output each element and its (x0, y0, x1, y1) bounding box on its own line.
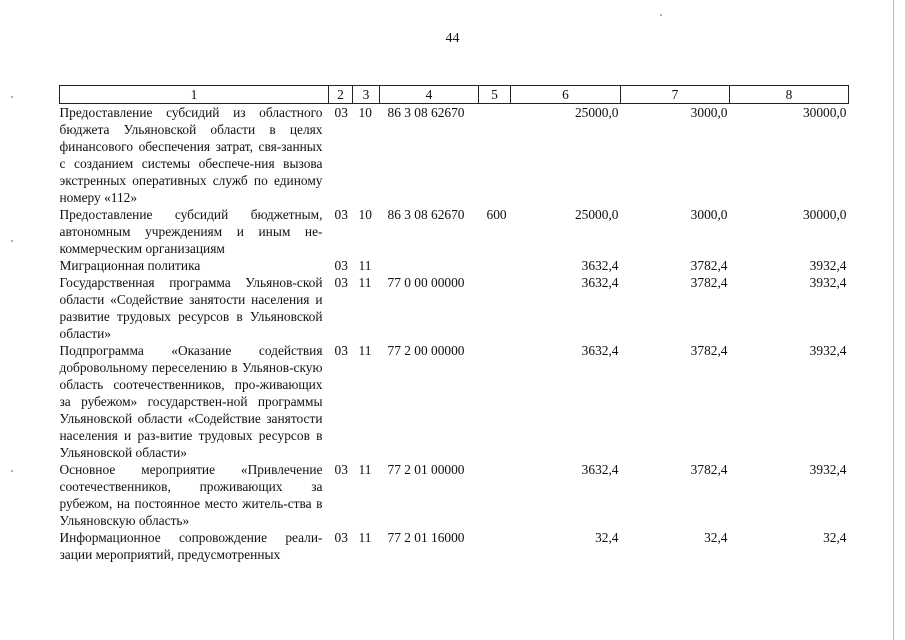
row-section-code: 03 (334, 207, 348, 222)
row-value-col7: 3000,0 (690, 105, 728, 120)
header-row (60, 86, 849, 104)
row-value-col6: 25000,0 (574, 207, 619, 222)
table-row (60, 342, 849, 461)
row-subsection-code: 11 (358, 462, 372, 477)
row-value-col7: 3000,0 (690, 207, 728, 222)
row-target-code: 77 2 00 00000 (387, 343, 465, 358)
header-cell-5: 5 (479, 86, 511, 104)
row-value-col6: 3632,4 (581, 258, 619, 273)
row-description: Основное мероприятие «Привлечение соотечественников, проживающих за рубежом, на постоянное место житель-ства в Ульяновскую область» (59, 462, 323, 528)
row-subsection-code: 10 (358, 105, 372, 120)
row-value-col6: 32,4 (595, 530, 619, 545)
table-row (60, 274, 849, 342)
scan-speck (11, 96, 13, 98)
row-target-code: 77 2 01 16000 (387, 530, 465, 545)
row-value-col7: 3782,4 (690, 258, 728, 273)
row-value-col7: 3782,4 (690, 275, 728, 290)
header-cell-6: 6 (511, 86, 621, 104)
row-value-col8: 3932,4 (809, 462, 847, 477)
row-expense-type (479, 461, 511, 529)
table-row (60, 461, 849, 529)
row-target-code: 77 0 00 00000 (387, 275, 465, 290)
row-value-col8: 3932,4 (809, 343, 847, 358)
row-description: Предоставление субсидий из областного бюджета Ульяновской области в целях финансового обеспечения затрат, свя-занных с созданием системы обеспече-ния вызова экстренных оперативных служб по единому номеру «112» (59, 105, 323, 205)
header-cell-2: 2 (329, 86, 353, 104)
row-description: Предоставление субсидий бюджетным, автономным учреждениям и иным не-коммерческим организациям (59, 207, 323, 256)
row-value-col8: 32,4 (823, 530, 847, 545)
row-target-code: 86 3 08 62670 (387, 105, 465, 120)
row-description: Информационное сопровождение реали-зации мероприятий, предусмотренных (59, 530, 323, 562)
row-value-col8: 30000,0 (802, 207, 847, 222)
row-value-col7: 3782,4 (690, 462, 728, 477)
row-subsection-code: 11 (358, 275, 372, 290)
row-value-col8: 30000,0 (802, 105, 847, 120)
row-expense-type (479, 342, 511, 461)
scan-speck (11, 240, 13, 242)
header-cell-8: 8 (730, 86, 849, 104)
budget-table (59, 85, 849, 563)
row-description: Подпрограмма «Оказание содействия добровольному переселению в Ульянов-скую область соотечественников, про-живающих за рубежом» государствен-ной программы Ульяновской области «Содействие занятости населения и раз-витие трудовых ресурсов в Ульяновской области» (59, 343, 323, 460)
table-row (60, 206, 849, 257)
row-value-col6: 3632,4 (581, 275, 619, 290)
row-expense-type (479, 257, 511, 274)
row-value-col7: 3782,4 (690, 343, 728, 358)
row-expense-type: 600 (486, 207, 507, 222)
scan-edge-line (893, 0, 894, 640)
row-expense-type (479, 274, 511, 342)
row-description: Государственная программа Ульянов-ской области «Содействие занятости населения и развитие трудовых ресурсов в Ульяновской области» (59, 275, 323, 341)
row-subsection-code: 10 (358, 207, 372, 222)
row-section-code: 03 (334, 275, 348, 290)
header-cell-4: 4 (380, 86, 479, 104)
row-subsection-code: 11 (358, 343, 372, 358)
row-expense-type (479, 104, 511, 207)
table-row (60, 257, 849, 274)
row-value-col6: 3632,4 (581, 462, 619, 477)
scan-speck (11, 470, 13, 472)
page-number: 44 (445, 31, 460, 46)
row-value-col8: 3932,4 (809, 258, 847, 273)
row-target-code: 77 2 01 00000 (387, 462, 465, 477)
row-subsection-code: 11 (358, 530, 372, 545)
row-description: Миграционная политика (59, 258, 201, 273)
row-value-col7: 32,4 (704, 530, 728, 545)
row-section-code: 03 (334, 530, 348, 545)
row-target-code (380, 257, 479, 274)
row-expense-type (479, 529, 511, 563)
row-section-code: 03 (334, 105, 348, 120)
header-cell-3: 3 (353, 86, 380, 104)
row-section-code: 03 (334, 343, 348, 358)
row-section-code: 03 (334, 258, 348, 273)
header-cell-1: 1 (60, 86, 329, 104)
header-cell-7: 7 (621, 86, 730, 104)
row-subsection-code: 11 (358, 258, 372, 273)
row-section-code: 03 (334, 462, 348, 477)
row-target-code: 86 3 08 62670 (387, 207, 465, 222)
row-value-col8: 3932,4 (809, 275, 847, 290)
row-value-col6: 3632,4 (581, 343, 619, 358)
table-row (60, 529, 849, 563)
table-row (60, 104, 849, 207)
scan-speck (660, 14, 662, 16)
row-value-col6: 25000,0 (574, 105, 619, 120)
